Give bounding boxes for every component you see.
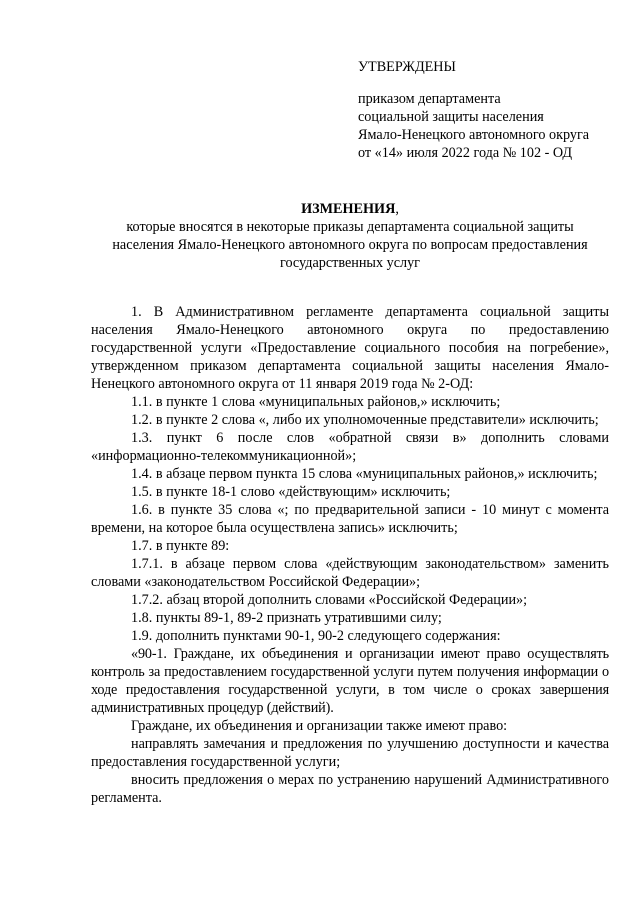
paragraph: 1.5. в пункте 18-1 слово «действующим» исключить; bbox=[131, 484, 451, 500]
paragraph: 1.8. пункты 89-1, 89-2 признать утратившими силу; bbox=[131, 610, 442, 626]
paragraph: вносить предложения о мерах по устранению нарушений Административного регламента. bbox=[91, 772, 609, 806]
approval-line: Ямало-Ненецкого автономного округа bbox=[358, 127, 590, 143]
paragraph: «90-1. Граждане, их объединения и организации имеют право осуществлять контроль за предоставлением государственной услуги путем получения информации о ходе предоставления государственной услуги, в том числе о сроках завершения административных процедур (действий). bbox=[91, 646, 609, 716]
paragraph: Граждане, их объединения и организации также имеют право: bbox=[131, 718, 508, 734]
document-title-text: ИЗМЕНЕНИЯ bbox=[301, 201, 396, 217]
paragraph: 1.7.1. в абзаце первом слова «действующим законодательством» заменить словами «законодательством Российской Федерации»; bbox=[91, 556, 609, 590]
document-title-suffix: , bbox=[395, 201, 399, 217]
paragraph: 1.6. в пункте 35 слова «; по предварительной записи - 10 минут с момента времени, на которое была осуществлена запись» исключить; bbox=[91, 502, 609, 536]
document-heading bbox=[88, 200, 612, 272]
approval-block bbox=[358, 58, 628, 162]
document-body bbox=[91, 303, 609, 807]
paragraph: 1.2. в пункте 2 слова «, либо их уполномоченные представители» исключить; bbox=[131, 412, 599, 428]
paragraph: 1.9. дополнить пунктами 90-1, 90-2 следующего содержания: bbox=[131, 628, 501, 644]
paragraph: 1.7. в пункте 89: bbox=[131, 538, 230, 554]
approval-title: УТВЕРЖДЕНЫ bbox=[358, 59, 456, 75]
approval-line: от «14» июля 2022 года № 102 - ОД bbox=[358, 145, 573, 161]
paragraph: 1.7.2. абзац второй дополнить словами «Российской Федерации»; bbox=[131, 592, 528, 608]
document-subtitle-line: государственных услуг bbox=[280, 255, 420, 271]
document-title bbox=[88, 200, 612, 218]
paragraph: 1.1. в пункте 1 слова «муниципальных районов,» исключить; bbox=[131, 394, 501, 410]
document-subtitle-line: населения Ямало-Ненецкого автономного округа по вопросам предоставления bbox=[112, 237, 588, 253]
document-subtitle-line: которые вносятся в некоторые приказы департамента социальной защиты bbox=[126, 219, 574, 235]
paragraph: 1. В Административном регламенте департамента социальной защиты населения Ямало-Ненецкого автономного округа по предоставлению государственной услуги «Предоставление социального пособия на погребение», утвержденном приказом департамента социальной защиты населения Ямало-Ненецкого автономного округа от 11 января 2019 года № 2-ОД: bbox=[91, 304, 609, 392]
paragraph: направлять замечания и предложения по улучшению доступности и качества предоставления государственной услуги; bbox=[91, 736, 609, 770]
approval-line: социальной защиты населения bbox=[358, 109, 544, 125]
paragraph: 1.4. в абзаце первом пункта 15 слова «муниципальных районов,» исключить; bbox=[131, 466, 598, 482]
approval-line: приказом департамента bbox=[358, 91, 501, 107]
paragraph: 1.3. пункт 6 после слов «обратной связи в» дополнить словами «информационно-телекоммуникационной»; bbox=[91, 430, 609, 464]
